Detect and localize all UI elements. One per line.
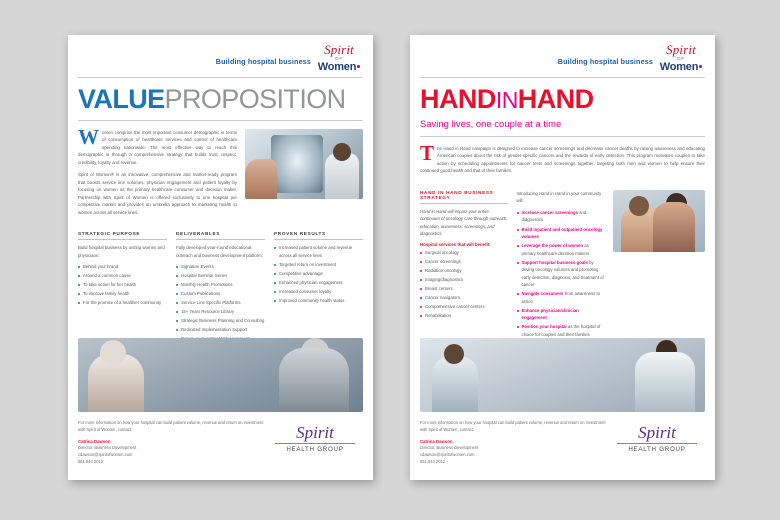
right-contact-title: Director, Business Development bbox=[420, 445, 479, 451]
right-title-part3: HAND bbox=[517, 84, 594, 114]
right-contact-name: Catrina Dawson bbox=[420, 438, 453, 444]
right-title-part2: IN bbox=[495, 87, 518, 113]
column-business-strategy bbox=[420, 190, 508, 340]
list-item: Competitive advantage bbox=[274, 270, 363, 278]
list-item: Strategic Business Planning and Consulting bbox=[176, 317, 265, 325]
community-impact-list bbox=[517, 209, 605, 338]
right-dropcap: T bbox=[420, 141, 435, 165]
list-item: Hospital Seminar Series bbox=[176, 272, 265, 280]
right-intro-section bbox=[410, 137, 715, 180]
left-contact-email[interactable]: cdawson@spiritofwomen.com bbox=[78, 452, 133, 458]
right-contact-email[interactable]: cdawson@spiritofwomen.com bbox=[420, 452, 475, 458]
column-strategic-purpose bbox=[78, 231, 167, 344]
value-proposition-sheet bbox=[68, 35, 373, 480]
list-item: Increased patient volume and revenue across all service lines bbox=[274, 244, 363, 259]
left-eyebrow: Building hospital business bbox=[215, 57, 311, 66]
left-title-primary: VALUE bbox=[78, 84, 165, 114]
list-item: Cancer screenings bbox=[420, 258, 508, 266]
list-item: Support hospital business goals by driving oncology volumes and promoting early detection, diagnosis, and treatment of cancer bbox=[517, 259, 605, 289]
right-title-block bbox=[410, 78, 715, 129]
left-photo-strip bbox=[78, 338, 363, 412]
logo-spirit-word: Spirit bbox=[324, 42, 354, 57]
column-deliverables bbox=[176, 231, 265, 344]
left-contact-phone: 561.544.2012 bbox=[78, 459, 104, 465]
right-subtitle: Saving lives, one couple at a time bbox=[420, 118, 562, 129]
senior-couple-photo bbox=[78, 338, 363, 412]
hospital-services-list bbox=[420, 249, 508, 320]
list-item: For the promise of a healthier community bbox=[78, 299, 167, 307]
left-footer bbox=[78, 416, 363, 472]
spirit-health-group-logo bbox=[609, 416, 705, 472]
strategic-purpose-list bbox=[78, 263, 167, 307]
list-item: Build inpatient and outpatient oncology volumes bbox=[517, 226, 605, 241]
logo-of-word: OF bbox=[334, 56, 344, 61]
left-intro-paragraph-2: Spirit of Women® is an innovative, comprehensive and market-ready program that boosts service line volumes, physician engagement and patient loyalty by focusing on women as the primary healthcare consumer and decision maker. Partnership with Spirit of Women is offered exclusively to one hospital per competitive market and provides an umbrella approach to marketing health to women across all service lines. bbox=[78, 172, 237, 215]
logo-spirit-word: Spirit bbox=[666, 42, 696, 57]
couple-photo-column bbox=[613, 190, 705, 340]
left-header-band bbox=[68, 35, 373, 77]
column-community-impact bbox=[517, 190, 605, 340]
list-item: To improve family health bbox=[78, 290, 167, 298]
right-two-columns bbox=[410, 180, 715, 340]
strategic-purpose-heading: STRATEGIC PURPOSE bbox=[78, 231, 167, 240]
deliverables-list bbox=[176, 263, 265, 343]
list-item: Behind your brand bbox=[78, 263, 167, 271]
list-item: Position your hospital as the hospital of choice for couples and their families bbox=[517, 323, 605, 338]
list-item: Comprehensive cancer centers bbox=[420, 303, 508, 311]
left-footer-note: For more information on how your hospital can build patient volume, revenue and return on investment with Spirit of Women, contact: bbox=[78, 420, 264, 432]
list-item: Rehabilitation bbox=[420, 312, 508, 320]
list-item: Custom Publications bbox=[176, 290, 265, 298]
business-strategy-lead: Hand in Hand will impact your entire continuum of oncology care through outreach, education, awareness, screenings, and diagnostics. bbox=[420, 208, 508, 237]
list-item: Radiation oncology bbox=[420, 267, 508, 275]
list-item: Surgical oncology bbox=[420, 249, 508, 257]
logo-dot-icon bbox=[357, 65, 360, 68]
list-item: Increased consumer loyalty bbox=[274, 288, 363, 296]
left-intro-section bbox=[68, 121, 373, 221]
column-proven-results bbox=[274, 231, 363, 344]
couple-embrace-photo bbox=[613, 190, 705, 252]
logo-women-word: Women bbox=[317, 60, 357, 73]
right-footer bbox=[420, 416, 705, 472]
left-title-block bbox=[68, 78, 373, 113]
deliverables-heading: DELIVERABLES bbox=[176, 231, 265, 240]
shg-divider bbox=[275, 443, 355, 444]
community-impact-lead: Introducing Hand in Hand in your community will: bbox=[516, 190, 602, 204]
left-title-secondary: PROPOSITION bbox=[164, 84, 346, 114]
logo-women-word: Women bbox=[659, 60, 699, 73]
spirit-of-women-logo bbox=[657, 43, 705, 73]
list-item: 15+ Years Resource Library bbox=[176, 308, 265, 316]
shg-subtitle: HEALTH GROUP bbox=[286, 446, 344, 453]
right-contact-phone: 561.544.2012 bbox=[420, 459, 446, 465]
right-footer-note: For more information on how your hospital can build patient volume, revenue and return on investment with Spirit of Women, contact: bbox=[420, 420, 606, 432]
shg-subtitle: HEALTH GROUP bbox=[628, 446, 686, 453]
right-photo-strip bbox=[420, 338, 705, 412]
left-three-columns bbox=[68, 221, 373, 344]
logo-dot-icon bbox=[699, 65, 702, 68]
spirit-of-women-logo bbox=[315, 43, 363, 73]
logo-of-word: OF bbox=[676, 56, 686, 61]
list-item: Increase cancer screenings and diagnostics bbox=[517, 209, 605, 224]
left-contact-name: Catrina Dawson bbox=[78, 438, 111, 444]
hospital-services-heading: Hospital services that will benefit: bbox=[420, 242, 491, 247]
shg-spirit-word: Spirit bbox=[638, 423, 676, 442]
list-item: Targeted return on investment bbox=[274, 261, 363, 269]
list-item: Dedicated Implementation Support bbox=[176, 326, 265, 334]
proven-results-heading: PROVEN RESULTS bbox=[274, 231, 363, 240]
spirit-health-group-logo bbox=[267, 416, 363, 472]
right-header-band bbox=[410, 35, 715, 77]
list-item: Enhance physician/clinician engagement bbox=[517, 307, 605, 322]
left-dropcap: W bbox=[78, 125, 99, 149]
list-item: Leverage the power of women as primary healthcare decision makers bbox=[517, 242, 605, 257]
list-item: Enhanced physician engagement bbox=[274, 279, 363, 287]
list-item: Imaging/diagnostics bbox=[420, 276, 508, 284]
list-item: Monthly Health Promotions bbox=[176, 281, 265, 289]
left-contact-title: Director, Business Development bbox=[78, 445, 137, 451]
list-item: Signature Events bbox=[176, 263, 265, 271]
list-item: Improved community health status bbox=[274, 297, 363, 305]
shg-divider bbox=[617, 443, 697, 444]
list-item: Navigate consumers from awareness to action bbox=[517, 290, 605, 305]
list-item: Breast centers bbox=[420, 285, 508, 293]
business-strategy-heading: HAND IN HAND BUSINESS STRATEGY bbox=[420, 190, 508, 204]
list-item: Service-Line Specific Platforms bbox=[176, 299, 265, 307]
list-item: Around a common cause bbox=[78, 272, 167, 280]
deliverables-sub: Fully developed year-round educational, outreach and business development platform: bbox=[176, 245, 263, 258]
xray-review-photo bbox=[245, 129, 363, 199]
hand-in-hand-sheet bbox=[410, 35, 715, 480]
proven-results-list bbox=[274, 244, 363, 304]
right-title-part1: HAND bbox=[420, 84, 496, 114]
list-item: To take action for her health bbox=[78, 281, 167, 289]
medical-team-photo bbox=[420, 338, 705, 412]
right-eyebrow: Building hospital business bbox=[557, 57, 653, 66]
shg-spirit-word: Spirit bbox=[296, 423, 334, 442]
right-intro-paragraph: he Hand in Hand campaign is designed to increase cancer screenings and decrease cancer deaths by raising awareness and educating American couples about the risk of gender-specific cancers and the rewards of early detection. This program motivates couples to take action by scheduling appointments for cancer tests and screenings together, targeting both men and women to help ensure their continued good health and that of their families. bbox=[420, 146, 705, 174]
strategic-purpose-sub: Build hospital business by uniting women and physicians: bbox=[78, 245, 165, 258]
left-intro-paragraph-1: omen comprise the most important consumer demographic in terms of consumption of healthcare services and control of healthcare spending nationwide. The most effective way to reach this demographic is through a comprehensive strategy that builds trust, respect, credibility, loyalty and revenue. bbox=[78, 130, 237, 165]
list-item: Cancer navigators bbox=[420, 294, 508, 302]
